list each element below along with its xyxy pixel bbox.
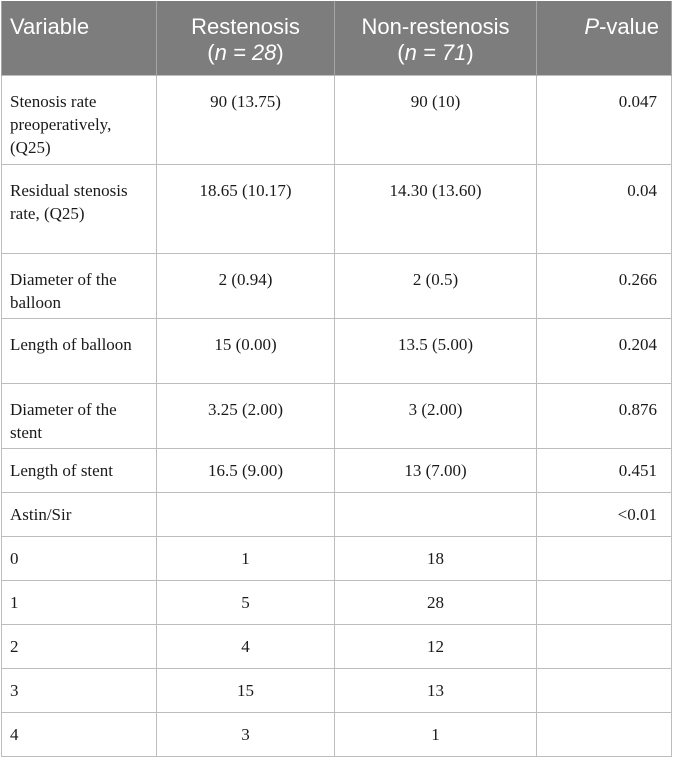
header-restenosis — [157, 1, 335, 75]
cell-variable: Length of stent — [2, 448, 157, 492]
cell-restenosis: 15 (0.00) — [157, 318, 335, 383]
cell-non-restenosis: 13.5 (5.00) — [335, 318, 537, 383]
cell-non-restenosis: 28 — [335, 580, 537, 624]
cell-variable: 2 — [2, 624, 157, 668]
header-non-restenosis — [335, 1, 537, 75]
header-p-value-rest: -value — [599, 14, 659, 39]
data-table — [1, 1, 672, 757]
cell-p-value: 0.04 — [537, 164, 672, 253]
table-row — [2, 448, 672, 492]
cell-variable: Stenosis rate preoperatively, (Q25) — [2, 75, 157, 164]
cell-non-restenosis: 13 — [335, 668, 537, 712]
table-row — [2, 253, 672, 318]
cell-p-value: 0.047 — [537, 75, 672, 164]
cell-non-restenosis: 14.30 (13.60) — [335, 164, 537, 253]
cell-restenosis: 3 — [157, 712, 335, 756]
header-variable — [2, 1, 157, 75]
cell-restenosis: 16.5 (9.00) — [157, 448, 335, 492]
header-p-value — [537, 1, 672, 75]
header-non-restenosis-label: Non-restenosis — [361, 14, 510, 39]
cell-p-value — [537, 668, 672, 712]
cell-restenosis: 1 — [157, 536, 335, 580]
cell-restenosis: 5 — [157, 580, 335, 624]
cell-variable: Diameter of the stent — [2, 383, 157, 448]
cell-p-value — [537, 712, 672, 756]
header-non-restenosis-n: (n = 71) — [397, 40, 474, 65]
cell-variable: Residual stenosis rate, (Q25) — [2, 164, 157, 253]
cell-non-restenosis: 18 — [335, 536, 537, 580]
cell-restenosis: 15 — [157, 668, 335, 712]
cell-p-value: 0.204 — [537, 318, 672, 383]
cell-variable: Diameter of the balloon — [2, 253, 157, 318]
cell-variable: Astin/Sir — [2, 492, 157, 536]
cell-non-restenosis: 90 (10) — [335, 75, 537, 164]
cell-restenosis: 2 (0.94) — [157, 253, 335, 318]
table-row — [2, 164, 672, 253]
cell-non-restenosis: 12 — [335, 624, 537, 668]
cell-p-value — [537, 624, 672, 668]
table-row — [2, 492, 672, 536]
header-restenosis-n-value: n = 28 — [214, 40, 277, 65]
cell-p-value: 0.451 — [537, 448, 672, 492]
table-row — [2, 712, 672, 756]
header-row — [2, 1, 672, 75]
table-row — [2, 75, 672, 164]
table-row — [2, 318, 672, 383]
cell-restenosis: 4 — [157, 624, 335, 668]
cell-non-restenosis: 1 — [335, 712, 537, 756]
cell-variable: Length of balloon — [2, 318, 157, 383]
cell-variable: 3 — [2, 668, 157, 712]
cell-p-value: <0.01 — [537, 492, 672, 536]
header-variable-label: Variable — [10, 14, 90, 39]
table-body — [2, 75, 672, 756]
header-restenosis-label: Restenosis — [191, 14, 300, 39]
cell-restenosis: 3.25 (2.00) — [157, 383, 335, 448]
table-row — [2, 536, 672, 580]
cell-restenosis — [157, 492, 335, 536]
table-header — [2, 1, 672, 75]
cell-restenosis: 90 (13.75) — [157, 75, 335, 164]
cell-p-value — [537, 536, 672, 580]
cell-variable: 0 — [2, 536, 157, 580]
cell-variable: 1 — [2, 580, 157, 624]
table-row — [2, 580, 672, 624]
cell-non-restenosis — [335, 492, 537, 536]
table-row — [2, 383, 672, 448]
cell-p-value: 0.876 — [537, 383, 672, 448]
cell-variable: 4 — [2, 712, 157, 756]
cell-non-restenosis: 13 (7.00) — [335, 448, 537, 492]
table-row — [2, 624, 672, 668]
cell-non-restenosis: 2 (0.5) — [335, 253, 537, 318]
header-p-value-p: P — [584, 14, 600, 39]
header-non-restenosis-n-value: n = 71 — [404, 40, 467, 65]
table-row — [2, 668, 672, 712]
cell-non-restenosis: 3 (2.00) — [335, 383, 537, 448]
header-restenosis-n: (n = 28) — [207, 40, 284, 65]
cell-p-value: 0.266 — [537, 253, 672, 318]
cell-restenosis: 18.65 (10.17) — [157, 164, 335, 253]
cell-p-value — [537, 580, 672, 624]
